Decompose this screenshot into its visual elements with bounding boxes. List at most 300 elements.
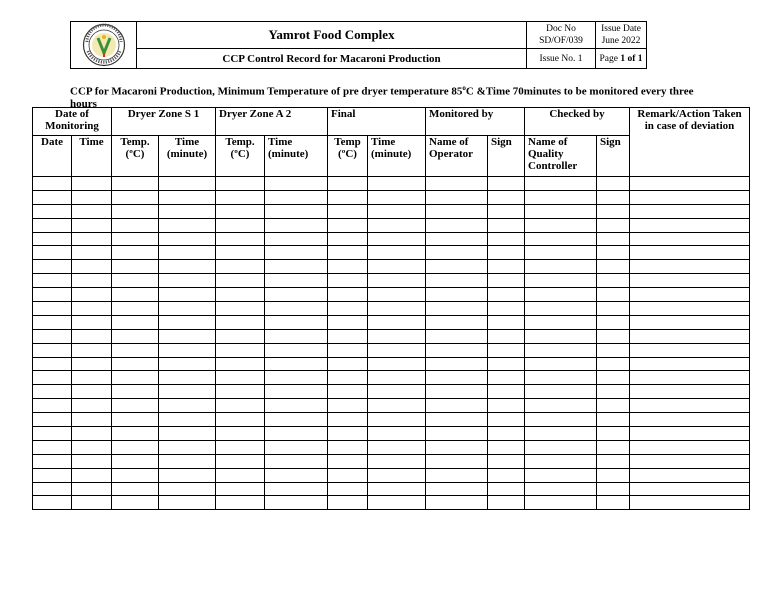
table-cell[interactable] [72,315,112,329]
table-cell[interactable] [328,274,368,288]
table-cell[interactable] [159,440,216,454]
table-cell[interactable] [597,232,630,246]
table-cell[interactable] [216,260,265,274]
table-cell[interactable] [328,496,368,510]
table-cell[interactable] [72,357,112,371]
table-cell[interactable] [328,468,368,482]
table-cell[interactable] [525,357,597,371]
table-cell[interactable] [368,204,426,218]
table-cell[interactable] [368,288,426,302]
table-cell[interactable] [33,329,72,343]
table-cell[interactable] [216,357,265,371]
table-cell[interactable] [216,204,265,218]
table-cell[interactable] [426,427,488,441]
table-cell[interactable] [112,482,159,496]
table-cell[interactable] [159,468,216,482]
table-cell[interactable] [426,399,488,413]
table-cell[interactable] [72,288,112,302]
table-cell[interactable] [112,232,159,246]
table-cell[interactable] [426,454,488,468]
table-cell[interactable] [112,246,159,260]
table-cell[interactable] [630,413,750,427]
table-cell[interactable] [112,371,159,385]
table-cell[interactable] [159,399,216,413]
table-cell[interactable] [328,357,368,371]
table-cell[interactable] [630,232,750,246]
table-cell[interactable] [488,468,525,482]
table-cell[interactable] [488,496,525,510]
table-cell[interactable] [525,454,597,468]
table-cell[interactable] [328,190,368,204]
table-cell[interactable] [33,302,72,316]
table-cell[interactable] [216,399,265,413]
table-cell[interactable] [630,468,750,482]
table-cell[interactable] [488,302,525,316]
table-cell[interactable] [630,440,750,454]
table-cell[interactable] [265,288,328,302]
table-cell[interactable] [368,246,426,260]
table-cell[interactable] [597,190,630,204]
table-cell[interactable] [72,274,112,288]
table-cell[interactable] [597,357,630,371]
table-cell[interactable] [488,204,525,218]
table-cell[interactable] [488,246,525,260]
table-cell[interactable] [525,440,597,454]
table-cell[interactable] [426,274,488,288]
table-cell[interactable] [159,218,216,232]
table-cell[interactable] [597,177,630,191]
table-cell[interactable] [72,454,112,468]
table-cell[interactable] [265,482,328,496]
table-cell[interactable] [426,440,488,454]
table-cell[interactable] [265,218,328,232]
table-cell[interactable] [368,440,426,454]
table-cell[interactable] [33,482,72,496]
table-cell[interactable] [525,329,597,343]
table-cell[interactable] [159,454,216,468]
table-cell[interactable] [328,329,368,343]
table-cell[interactable] [426,385,488,399]
table-cell[interactable] [525,190,597,204]
table-cell[interactable] [597,496,630,510]
table-cell[interactable] [265,399,328,413]
table-cell[interactable] [597,329,630,343]
table-cell[interactable] [368,302,426,316]
table-cell[interactable] [368,413,426,427]
table-cell[interactable] [159,329,216,343]
table-cell[interactable] [33,371,72,385]
table-cell[interactable] [630,357,750,371]
table-cell[interactable] [597,302,630,316]
table-cell[interactable] [72,427,112,441]
table-cell[interactable] [426,218,488,232]
table-cell[interactable] [368,218,426,232]
table-cell[interactable] [159,177,216,191]
table-cell[interactable] [216,177,265,191]
table-cell[interactable] [597,440,630,454]
table-cell[interactable] [112,440,159,454]
table-cell[interactable] [426,315,488,329]
table-cell[interactable] [328,454,368,468]
table-cell[interactable] [112,190,159,204]
table-cell[interactable] [265,413,328,427]
table-cell[interactable] [525,468,597,482]
table-cell[interactable] [368,399,426,413]
table-cell[interactable] [525,315,597,329]
table-cell[interactable] [72,343,112,357]
table-cell[interactable] [112,288,159,302]
table-cell[interactable] [33,468,72,482]
table-cell[interactable] [216,385,265,399]
table-cell[interactable] [597,204,630,218]
table-cell[interactable] [328,371,368,385]
table-cell[interactable] [525,260,597,274]
table-cell[interactable] [72,399,112,413]
table-cell[interactable] [265,204,328,218]
table-cell[interactable] [328,482,368,496]
table-cell[interactable] [597,468,630,482]
table-cell[interactable] [159,496,216,510]
table-cell[interactable] [265,274,328,288]
table-cell[interactable] [328,260,368,274]
table-cell[interactable] [525,274,597,288]
table-cell[interactable] [159,385,216,399]
table-cell[interactable] [525,246,597,260]
table-cell[interactable] [216,413,265,427]
table-cell[interactable] [216,427,265,441]
table-cell[interactable] [328,343,368,357]
table-cell[interactable] [328,440,368,454]
table-cell[interactable] [328,302,368,316]
table-cell[interactable] [216,329,265,343]
table-cell[interactable] [159,302,216,316]
table-cell[interactable] [112,454,159,468]
table-cell[interactable] [216,190,265,204]
table-cell[interactable] [488,399,525,413]
table-cell[interactable] [265,343,328,357]
table-cell[interactable] [112,329,159,343]
table-cell[interactable] [265,177,328,191]
table-cell[interactable] [368,260,426,274]
table-cell[interactable] [630,315,750,329]
table-cell[interactable] [265,371,328,385]
table-cell[interactable] [368,357,426,371]
table-cell[interactable] [159,427,216,441]
table-cell[interactable] [216,315,265,329]
table-cell[interactable] [72,218,112,232]
table-cell[interactable] [159,371,216,385]
table-cell[interactable] [112,413,159,427]
table-cell[interactable] [368,315,426,329]
table-cell[interactable] [597,371,630,385]
table-cell[interactable] [216,288,265,302]
table-cell[interactable] [33,177,72,191]
table-cell[interactable] [488,454,525,468]
table-cell[interactable] [265,454,328,468]
table-cell[interactable] [426,204,488,218]
table-cell[interactable] [33,232,72,246]
table-cell[interactable] [630,496,750,510]
table-cell[interactable] [265,190,328,204]
table-cell[interactable] [368,371,426,385]
table-cell[interactable] [426,371,488,385]
table-cell[interactable] [597,454,630,468]
table-cell[interactable] [159,190,216,204]
table-cell[interactable] [159,274,216,288]
table-cell[interactable] [328,288,368,302]
table-cell[interactable] [72,260,112,274]
table-cell[interactable] [216,302,265,316]
table-cell[interactable] [265,232,328,246]
table-cell[interactable] [112,496,159,510]
table-cell[interactable] [488,482,525,496]
table-cell[interactable] [265,329,328,343]
table-cell[interactable] [265,496,328,510]
table-cell[interactable] [630,204,750,218]
table-cell[interactable] [328,177,368,191]
table-cell[interactable] [630,385,750,399]
table-cell[interactable] [488,260,525,274]
table-cell[interactable] [525,343,597,357]
table-cell[interactable] [525,177,597,191]
table-cell[interactable] [488,440,525,454]
table-cell[interactable] [525,482,597,496]
table-cell[interactable] [368,177,426,191]
table-cell[interactable] [265,440,328,454]
table-cell[interactable] [426,246,488,260]
table-cell[interactable] [426,468,488,482]
table-cell[interactable] [597,427,630,441]
table-cell[interactable] [368,454,426,468]
table-cell[interactable] [426,177,488,191]
table-cell[interactable] [265,385,328,399]
table-cell[interactable] [265,357,328,371]
table-cell[interactable] [216,343,265,357]
table-cell[interactable] [488,218,525,232]
table-cell[interactable] [33,440,72,454]
table-cell[interactable] [368,190,426,204]
table-cell[interactable] [112,399,159,413]
table-cell[interactable] [33,204,72,218]
table-cell[interactable] [597,385,630,399]
table-cell[interactable] [488,288,525,302]
table-cell[interactable] [33,385,72,399]
table-cell[interactable] [630,246,750,260]
table-cell[interactable] [630,427,750,441]
table-cell[interactable] [33,218,72,232]
table-cell[interactable] [265,246,328,260]
table-cell[interactable] [488,427,525,441]
table-cell[interactable] [216,454,265,468]
table-cell[interactable] [216,274,265,288]
table-cell[interactable] [630,371,750,385]
table-cell[interactable] [112,177,159,191]
table-cell[interactable] [216,496,265,510]
table-cell[interactable] [265,260,328,274]
table-cell[interactable] [525,371,597,385]
table-cell[interactable] [112,385,159,399]
table-cell[interactable] [426,232,488,246]
table-cell[interactable] [159,343,216,357]
table-cell[interactable] [525,427,597,441]
table-cell[interactable] [265,427,328,441]
table-cell[interactable] [159,357,216,371]
table-cell[interactable] [630,218,750,232]
table-cell[interactable] [488,385,525,399]
table-cell[interactable] [368,482,426,496]
table-cell[interactable] [426,343,488,357]
table-cell[interactable] [328,218,368,232]
table-cell[interactable] [72,246,112,260]
table-cell[interactable] [525,302,597,316]
table-cell[interactable] [426,357,488,371]
table-cell[interactable] [525,204,597,218]
table-cell[interactable] [630,482,750,496]
table-cell[interactable] [72,232,112,246]
table-cell[interactable] [426,288,488,302]
table-cell[interactable] [525,399,597,413]
table-cell[interactable] [597,315,630,329]
table-cell[interactable] [72,177,112,191]
table-cell[interactable] [488,357,525,371]
table-cell[interactable] [328,232,368,246]
table-cell[interactable] [112,315,159,329]
table-cell[interactable] [328,246,368,260]
table-cell[interactable] [426,260,488,274]
table-cell[interactable] [328,427,368,441]
table-cell[interactable] [159,482,216,496]
table-cell[interactable] [488,329,525,343]
table-cell[interactable] [33,246,72,260]
table-cell[interactable] [328,385,368,399]
table-cell[interactable] [597,482,630,496]
table-cell[interactable] [597,343,630,357]
table-cell[interactable] [630,343,750,357]
table-cell[interactable] [112,274,159,288]
table-cell[interactable] [33,288,72,302]
table-cell[interactable] [72,329,112,343]
table-cell[interactable] [72,190,112,204]
table-cell[interactable] [328,204,368,218]
table-cell[interactable] [265,302,328,316]
table-cell[interactable] [630,302,750,316]
table-cell[interactable] [597,413,630,427]
table-cell[interactable] [72,302,112,316]
table-cell[interactable] [33,190,72,204]
table-cell[interactable] [488,190,525,204]
table-cell[interactable] [368,496,426,510]
table-cell[interactable] [112,343,159,357]
table-cell[interactable] [112,468,159,482]
table-cell[interactable] [597,218,630,232]
table-cell[interactable] [630,274,750,288]
table-cell[interactable] [72,440,112,454]
table-cell[interactable] [525,385,597,399]
table-cell[interactable] [488,371,525,385]
table-cell[interactable] [112,218,159,232]
table-cell[interactable] [159,413,216,427]
table-cell[interactable] [112,204,159,218]
table-cell[interactable] [112,302,159,316]
table-cell[interactable] [33,413,72,427]
table-cell[interactable] [630,288,750,302]
table-cell[interactable] [216,482,265,496]
table-cell[interactable] [597,274,630,288]
table-cell[interactable] [159,260,216,274]
table-cell[interactable] [33,454,72,468]
table-cell[interactable] [328,413,368,427]
table-cell[interactable] [159,315,216,329]
table-cell[interactable] [72,204,112,218]
table-cell[interactable] [525,288,597,302]
table-cell[interactable] [630,260,750,274]
table-cell[interactable] [72,468,112,482]
table-cell[interactable] [488,315,525,329]
table-cell[interactable] [216,218,265,232]
table-cell[interactable] [597,260,630,274]
table-cell[interactable] [426,482,488,496]
table-cell[interactable] [33,496,72,510]
table-cell[interactable] [33,343,72,357]
table-cell[interactable] [112,260,159,274]
table-cell[interactable] [216,371,265,385]
table-cell[interactable] [159,204,216,218]
table-cell[interactable] [33,315,72,329]
table-cell[interactable] [525,218,597,232]
table-cell[interactable] [525,232,597,246]
table-cell[interactable] [630,329,750,343]
table-cell[interactable] [72,385,112,399]
table-cell[interactable] [216,468,265,482]
table-cell[interactable] [159,232,216,246]
table-cell[interactable] [426,302,488,316]
table-cell[interactable] [488,413,525,427]
table-cell[interactable] [328,399,368,413]
table-cell[interactable] [368,343,426,357]
table-cell[interactable] [426,496,488,510]
table-cell[interactable] [72,371,112,385]
table-cell[interactable] [597,246,630,260]
table-cell[interactable] [33,357,72,371]
table-cell[interactable] [368,329,426,343]
table-cell[interactable] [33,274,72,288]
table-cell[interactable] [368,385,426,399]
table-cell[interactable] [488,232,525,246]
table-cell[interactable] [265,315,328,329]
table-cell[interactable] [426,413,488,427]
table-cell[interactable] [216,232,265,246]
table-cell[interactable] [597,288,630,302]
table-cell[interactable] [630,399,750,413]
table-cell[interactable] [426,329,488,343]
table-cell[interactable] [112,427,159,441]
table-cell[interactable] [525,496,597,510]
table-cell[interactable] [265,468,328,482]
table-cell[interactable] [72,413,112,427]
table-cell[interactable] [630,177,750,191]
table-cell[interactable] [597,399,630,413]
table-cell[interactable] [368,274,426,288]
table-cell[interactable] [72,496,112,510]
table-cell[interactable] [159,288,216,302]
table-cell[interactable] [426,190,488,204]
table-cell[interactable] [488,343,525,357]
table-cell[interactable] [112,357,159,371]
table-cell[interactable] [368,232,426,246]
table-cell[interactable] [488,274,525,288]
table-cell[interactable] [368,427,426,441]
table-cell[interactable] [33,260,72,274]
